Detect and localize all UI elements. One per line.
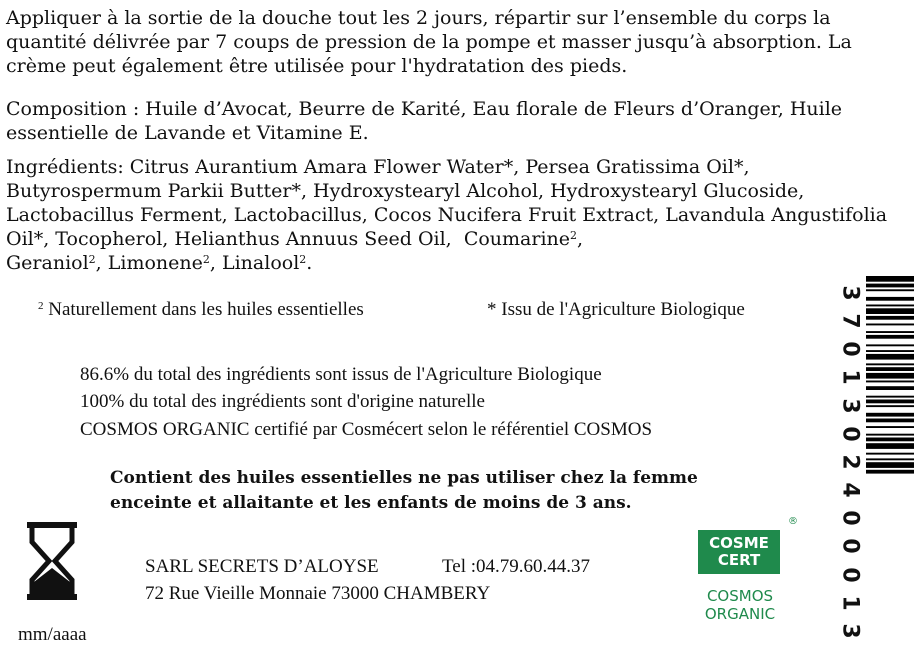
barcode-digit: 0 — [838, 538, 863, 555]
stat-cosmos: COSMOS ORGANIC certifié par Cosmécert selon le référentiel COSMOS — [80, 419, 653, 440]
expiry-format: mm/aaaa — [18, 624, 87, 645]
cosmos-label-2: ORGANIC — [704, 605, 776, 623]
stat-organic: 86.6% du total des ingrédients sont issus de l'Agriculture Biologique — [80, 364, 602, 385]
cosmos-label-1: COSMOS — [706, 587, 774, 605]
barcode-digit: 4 — [838, 482, 863, 498]
barcode-bar — [866, 284, 914, 288]
ingredient-geraniol: Geraniol — [6, 252, 89, 274]
ingredient-coumarine: Coumarine — [463, 228, 571, 250]
company-phone: Tel :04.79.60.44.37 — [442, 556, 591, 577]
barcode-digit: 1 — [838, 595, 863, 611]
barcode-digit: 3 — [838, 397, 863, 414]
barcode-bar — [866, 367, 914, 371]
ingredient-linalool: Linalool — [221, 252, 300, 274]
barcode-bar — [866, 305, 914, 307]
barcode-bar — [866, 400, 914, 404]
barcode-bar — [866, 373, 914, 379]
footnote-natural — [38, 297, 364, 322]
ingredient-limonene: Limonene — [107, 252, 203, 274]
barcode-bar — [866, 363, 914, 365]
ingredients-list: Ingrédients: Citrus Aurantium Amara Flower Water*, Persea Gratissima Oil*, Butyrospermum Parkii Butter*, Hydroxystearyl Alcohol, Hydroxystearyl Glucoside, Lactobacillus Ferment, Lactobacillus, Cocos Nucifera Fruit Extract, Lavandula Angustifolia Oil*, Tocopherol, Helianthus Annuus Seed Oil, Coumarine$^2$, Geraniol$^2$, Limonene$^2$, Linalool$^2$. — [6, 156, 888, 274]
barcode-bar — [866, 316, 914, 320]
barcode-bar — [866, 470, 914, 474]
barcode-bar — [866, 344, 914, 346]
barcode-bar — [866, 413, 914, 417]
footnote-organic: * Issu de l'Agriculture Biologique — [487, 299, 745, 320]
barcode-bar — [866, 434, 914, 436]
barcode-bar — [866, 419, 914, 423]
barcode-bar — [866, 276, 914, 282]
barcode-bar — [866, 324, 914, 326]
barcode-digit: 3 — [838, 623, 863, 639]
barcode-bar — [866, 350, 914, 352]
barcode-bar — [866, 396, 914, 398]
barcode-digits — [836, 282, 864, 642]
barcode-digit: 0 — [838, 510, 863, 526]
ingredients-main: Ingrédients: Citrus Aurantium Amara Flower Water*, Persea Gratissima Oil*, Butyrospermum Parkii Butter*, Hydroxystearyl Alcohol, Hydroxystearyl Glucoside, Lactobacillus Ferment, Lactobacillus, Cocos Nucifera Fruit Extract, Lavandula Angustifolia Oil*, Tocopherol, Helianthus Annuus Seed Oil, — [6, 156, 888, 250]
barcode-bar — [866, 386, 914, 390]
barcode-bar — [866, 438, 914, 442]
footnote-natural-mark: 2 — [38, 300, 44, 312]
cosmecert-logo — [698, 530, 780, 574]
barcode-digit: 7 — [838, 313, 863, 329]
footnote-natural-text: Naturellement dans les huiles essentielles — [48, 299, 364, 320]
footnote-mark: 2 — [88, 253, 96, 266]
barcode-bar — [866, 289, 914, 291]
barcode-bar — [866, 458, 914, 460]
barcode-bar — [866, 381, 914, 383]
barcode-bar — [866, 297, 914, 301]
barcode-bar — [866, 354, 914, 360]
barcode-bar — [866, 443, 914, 449]
barcode-bar — [866, 405, 914, 407]
company-name: SARL SECRETS D’ALOYSE — [145, 556, 379, 577]
usage-instructions: Appliquer à la sortie de la douche tout les 2 jours, répartir sur l’ensemble du corps la quantité délivrée par 7 coups de pression de la pompe et masser jusqu’à absorption. La crème peut également être utilisée pour l'hydratation des pieds. — [6, 7, 852, 77]
barcode-bar — [866, 308, 914, 314]
barcode-bar — [866, 426, 914, 428]
barcode-digit: 0 — [838, 426, 863, 442]
barcode-bar — [866, 331, 914, 333]
barcode-digit: 1 — [838, 369, 863, 386]
composition-text: Composition : Huile d’Avocat, Beurre de Karité, Eau florale de Fleurs d’Oranger, Huile essentielle de Lavande et Vitamine E. — [6, 98, 843, 144]
footnote-mark: 2 — [570, 229, 578, 242]
barcode-digit: 2 — [838, 454, 863, 470]
footnote-mark: 2 — [299, 253, 307, 266]
barcode-bar — [866, 453, 914, 455]
cosmecert-logo-line1: COSME — [709, 534, 769, 552]
cosmecert-logo-line2: CERT — [717, 551, 761, 569]
barcode-bar — [866, 335, 914, 339]
hourglass-icon — [25, 520, 79, 602]
company-address: 72 Rue Vieille Monnaie 73000 CHAMBERY — [145, 583, 491, 604]
barcode-digit: 0 — [838, 341, 863, 357]
barcode-digit: 3 — [838, 285, 863, 301]
registered-mark: ® — [788, 516, 798, 527]
barcode-digit: 0 — [838, 566, 863, 583]
footnote-mark: 2 — [202, 253, 210, 266]
stat-natural: 100% du total des ingrédients sont d'origine naturelle — [80, 391, 485, 412]
barcode-bar — [866, 462, 914, 468]
warning-line-2: enceinte et allaitante et les enfants de moins de 3 ans. — [110, 493, 632, 513]
warning-line-1: Contient des huiles essentielles ne pas utiliser chez la femme — [110, 468, 698, 488]
